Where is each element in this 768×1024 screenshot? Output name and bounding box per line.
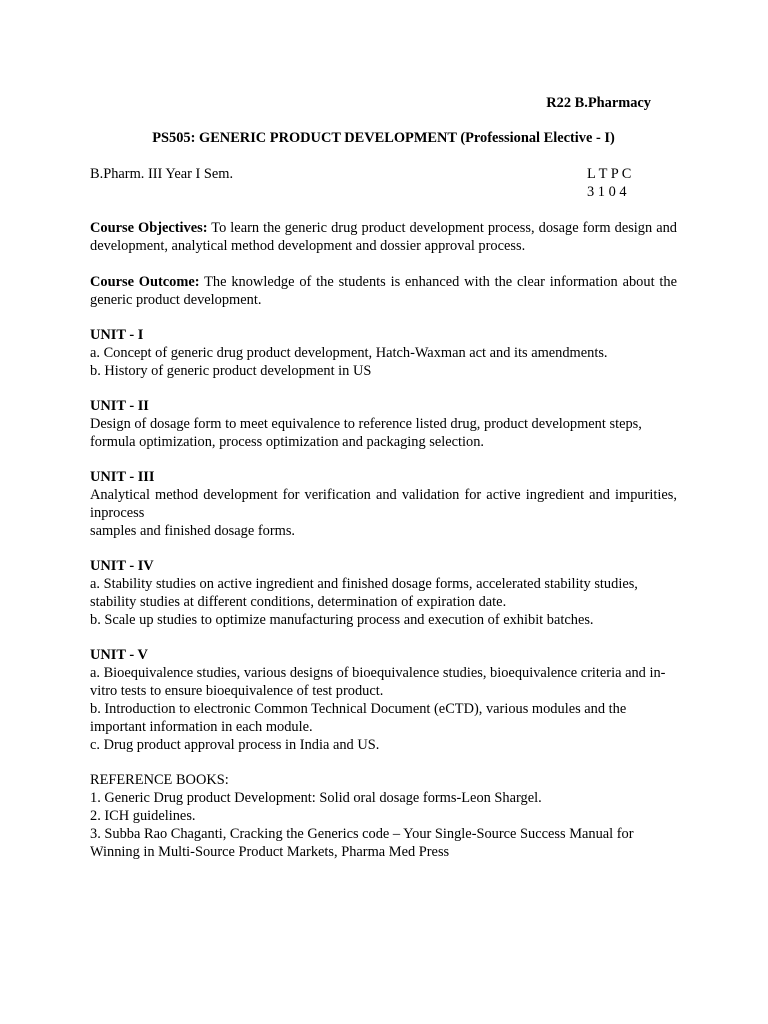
unit-line: a. Bioequivalence studies, various designs of bioequivalence studies, bioequivalence criteria and in-vitro tests to ensure bioequivalence of test product.	[90, 665, 666, 699]
course-title: PS505: GENERIC PRODUCT DEVELOPMENT (Professional Elective - I)	[152, 130, 615, 146]
unit-line: a. Concept of generic drug product development, Hatch-Waxman act and its amendments.	[90, 345, 608, 361]
unit-title: UNIT - V	[90, 647, 148, 663]
unit-line: b. History of generic product development in US	[90, 363, 372, 379]
unit-5	[90, 646, 677, 754]
unit-line: Design of dosage form to meet equivalence to reference listed drug, product development steps, formula optimization, process optimization and packaging selection.	[90, 416, 642, 450]
semester-row	[90, 165, 677, 201]
course-outcome-text: The knowledge of the students is enhanced with the clear information about the generic product development.	[90, 274, 677, 308]
unit-title: UNIT - I	[90, 327, 144, 343]
ltpc-block	[587, 165, 677, 201]
unit-3	[90, 468, 677, 540]
unit-line: b. Introduction to electronic Common Technical Document (eCTD), various modules and the important information in each module.	[90, 701, 627, 735]
reference-item: 1. Generic Drug product Development: Solid oral dosage forms-Leon Shargel.	[90, 790, 542, 806]
reference-item: 2. ICH guidelines.	[90, 808, 196, 824]
unit-4	[90, 557, 677, 629]
unit-line: b. Scale up studies to optimize manufacturing process and execution of exhibit batches.	[90, 612, 594, 628]
ltpc-values: 3 1 0 4	[587, 184, 627, 200]
unit-line: Analytical method development for verification and validation for active ingredient and impurities, inprocess	[90, 487, 677, 521]
unit-title: UNIT - II	[90, 398, 149, 414]
reference-heading: REFERENCE BOOKS:	[90, 772, 229, 788]
semester-label: B.Pharm. III Year I Sem.	[90, 166, 234, 182]
regulation-label: R22 B.Pharmacy	[546, 95, 651, 111]
course-objectives	[90, 219, 677, 255]
ltpc-header: L T P C	[587, 166, 632, 182]
unit-2	[90, 397, 677, 451]
unit-title: UNIT - III	[90, 469, 155, 485]
unit-line: c. Drug product approval process in India and US.	[90, 737, 380, 753]
course-outcome-label: Course Outcome:	[90, 274, 200, 290]
reference-books	[90, 771, 677, 861]
unit-1	[90, 326, 677, 380]
unit-line: samples and finished dosage forms.	[90, 523, 296, 539]
course-objectives-text: To learn the generic drug product development process, dosage form design and development, analytical method development and dossier approval process.	[90, 220, 678, 254]
syllabus-content	[90, 94, 677, 861]
course-outcome	[90, 273, 677, 309]
course-objectives-label: Course Objectives:	[90, 220, 208, 236]
unit-title: UNIT - IV	[90, 558, 154, 574]
reference-item: 3. Subba Rao Chaganti, Cracking the Generics code – Your Single-Source Success Manual for Winning in Multi-Source Product Markets, Pharma Med Press	[90, 826, 634, 860]
unit-line: a. Stability studies on active ingredient and finished dosage forms, accelerated stability studies, stability studies at different conditions, determination of expiration date.	[90, 576, 638, 610]
